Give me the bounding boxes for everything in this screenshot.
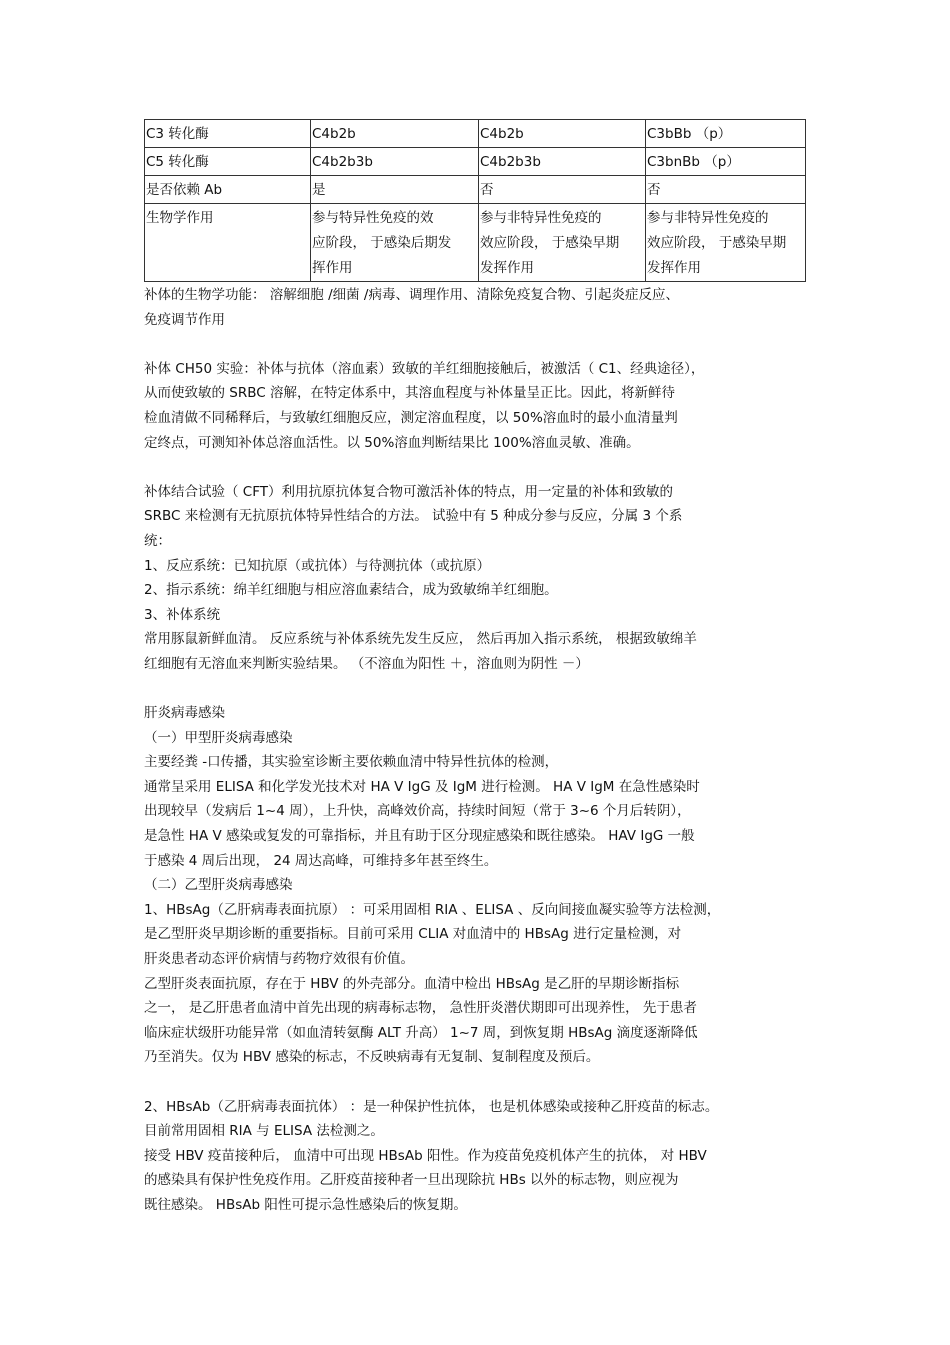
table-cell: 是 — [311, 176, 479, 204]
table-cell: 生物学作用 — [145, 204, 311, 282]
text-line: 补体 CH50 实验：补体与抗体（溶血素）致敏的羊红细胞接触后，被激活（ C1、经典途径）， — [144, 360, 705, 377]
paragraph-gap — [144, 332, 808, 357]
text-line: 常用豚鼠新鲜血清。 反应系统与补体系统先发生反应， 然后再加入指示系统， 根据致敏绵羊 — [144, 631, 697, 648]
table-cell: C4b2b3b — [479, 148, 646, 176]
text-line: （二）乙型肝炎病毒感染 — [144, 877, 293, 894]
text-line: 免疫调节作用 — [144, 311, 225, 328]
table-cell: C3 转化酶 — [145, 120, 311, 148]
text-line: 从而使致敏的 SRBC 溶解，在特定体系中，其溶血程度与补体量呈正比。因此，将新鲜待 — [144, 385, 675, 402]
paragraph-gap — [144, 677, 808, 702]
text-line: 红细胞有无溶血来判断实验结果。 （不溶血为阳性 ＋，溶血则为阴性 －） — [144, 655, 589, 672]
text-line: 之一， 是乙肝患者血清中首先出现的病毒标志物， 急性肝炎潜伏期即可出现养性， 先于患者 — [144, 1000, 697, 1017]
table-cell: C4b2b — [311, 120, 479, 148]
table-row — [145, 148, 806, 176]
text-line: SRBC 来检测有无抗原抗体特异性结合的方法。 试验中有 5 种成分参与反应，分属 3 个系 — [144, 508, 683, 525]
text-line: 肝炎病毒感染 — [144, 705, 225, 722]
table-cell: C5 转化酶 — [145, 148, 311, 176]
text-line: 出现较早（发病后 1~4 周），上升快，高峰效价高，持续时间短（常于 3~6 个月后转阴）， — [144, 803, 691, 820]
table-cell: 否 — [479, 176, 646, 204]
text-line: 乙型肝炎表面抗原，存在于 HBV 的外壳部分。血清中检出 HBsAg 是乙肝的早期诊断指标 — [144, 975, 680, 992]
text-line: 目前常用固相 RIA 与 ELISA 法检测之。 — [144, 1123, 384, 1140]
table-cell: 是否依赖 Ab — [145, 176, 311, 204]
table-cell: 否 — [646, 176, 806, 204]
table-cell: C4b2b3b — [311, 148, 479, 176]
text-line: 补体的生物学功能： 溶解细胞 /细菌 /病毒、调理作用、清除免疫复合物、引起炎症反应、 — [144, 287, 679, 303]
text-line: （一）甲型肝炎病毒感染 — [144, 729, 293, 746]
table-cell: 参与非特异性免疫的 效应阶段， 于感染早期 发挥作用 — [479, 204, 646, 282]
table-cell: C4b2b — [479, 120, 646, 148]
text-line: 既往感染。 HBsAb 阳性可提示急性感染后的恢复期。 — [144, 1196, 467, 1213]
text-line: 接受 HBV 疫苗接种后， 血清中可出现 HBsAb 阳性。作为疫苗免疫机体产生的抗体， 对 HBV — [144, 1147, 707, 1164]
text-line: 是急性 HA V 感染或复发的可靠指标，并且有助于区分现症感染和既往感染。 HAV IgG 一般 — [144, 828, 695, 845]
table-cell: 参与非特异性免疫的 效应阶段， 于感染早期 发挥作用 — [646, 204, 806, 282]
text-line: 是乙型肝炎早期诊断的重要指标。目前可采用 CLIA 对血清中的 HBsAg 进行定量检测，对 — [144, 926, 682, 943]
text-line: 于感染 4 周后出现， 24 周达高峰，可维持多年甚至终生。 — [144, 852, 498, 869]
text-line: 的感染具有保护性免疫作用。乙肝疫苗接种者一旦出现除抗 HBs 以外的标志物，则应视为 — [144, 1172, 679, 1189]
table-cell: C3bBb （p） — [646, 120, 806, 148]
text-line: 1、反应系统：已知抗原（或抗体）与待测抗体（或抗原） — [144, 557, 491, 574]
text-line: 2、指示系统：绵羊红细胞与相应溶血素结合，成为致敏绵羊红细胞。 — [144, 582, 558, 599]
text-line: 2、HBsAb（乙肝病毒表面抗体） ：是一种保护性抗体， 也是机体感染或接种乙肝疫苗的标志。 — [144, 1098, 719, 1115]
text-line: 乃至消失。仅为 HBV 感染的标志，不反映病毒有无复制、复制程度及预后。 — [144, 1049, 600, 1066]
text-line: 主要经粪 -口传播，其实验室诊断主要依赖血清中特异性抗体的检测， — [144, 754, 559, 771]
paragraph-gap — [144, 1070, 808, 1095]
table-cell: C3bnBb （p） — [646, 148, 806, 176]
text-line: 3、补体系统 — [144, 606, 221, 623]
text-line: 1、HBsAg（乙肝病毒表面抗原） ：可采用固相 RIA 、ELISA 、反向间接血凝实验等方法检测， — [144, 901, 721, 918]
text-line: 统： — [144, 532, 171, 549]
paragraph-gap — [144, 455, 808, 480]
text-line: 临床症状级肝功能异常（如血清转氨酶 ALT 升高） 1~7 周，到恢复期 HBsAg 滴度逐渐降低 — [144, 1024, 698, 1041]
table-cell: 参与特异性免疫的效 应阶段， 于感染后期发 挥作用 — [311, 204, 479, 282]
text-line: 检血清做不同稀释后，与致敏红细胞反应，测定溶血程度，以 50%溶血时的最小血清量判 — [144, 409, 678, 426]
text-line: 补体结合试验（ CFT）利用抗原抗体复合物可激活补体的特点，用一定量的补体和致敏的 — [144, 483, 673, 500]
table-row — [145, 176, 806, 204]
text-line: 定终点，可测知补体总溶血活性。以 50%溶血判断结果比 100%溶血灵敏、准确。 — [144, 434, 640, 451]
table-row — [145, 120, 806, 148]
text-line: 肝炎患者动态评价病情与药物疗效很有价值。 — [144, 951, 414, 968]
table-row — [145, 204, 806, 282]
complement-pathway-table — [144, 119, 806, 282]
document-body — [144, 283, 808, 1218]
text-line: 通常呈采用 ELISA 和化学发光技术对 HA V IgG 及 IgM 进行检测。 HA V IgM 在急性感染时 — [144, 778, 700, 795]
